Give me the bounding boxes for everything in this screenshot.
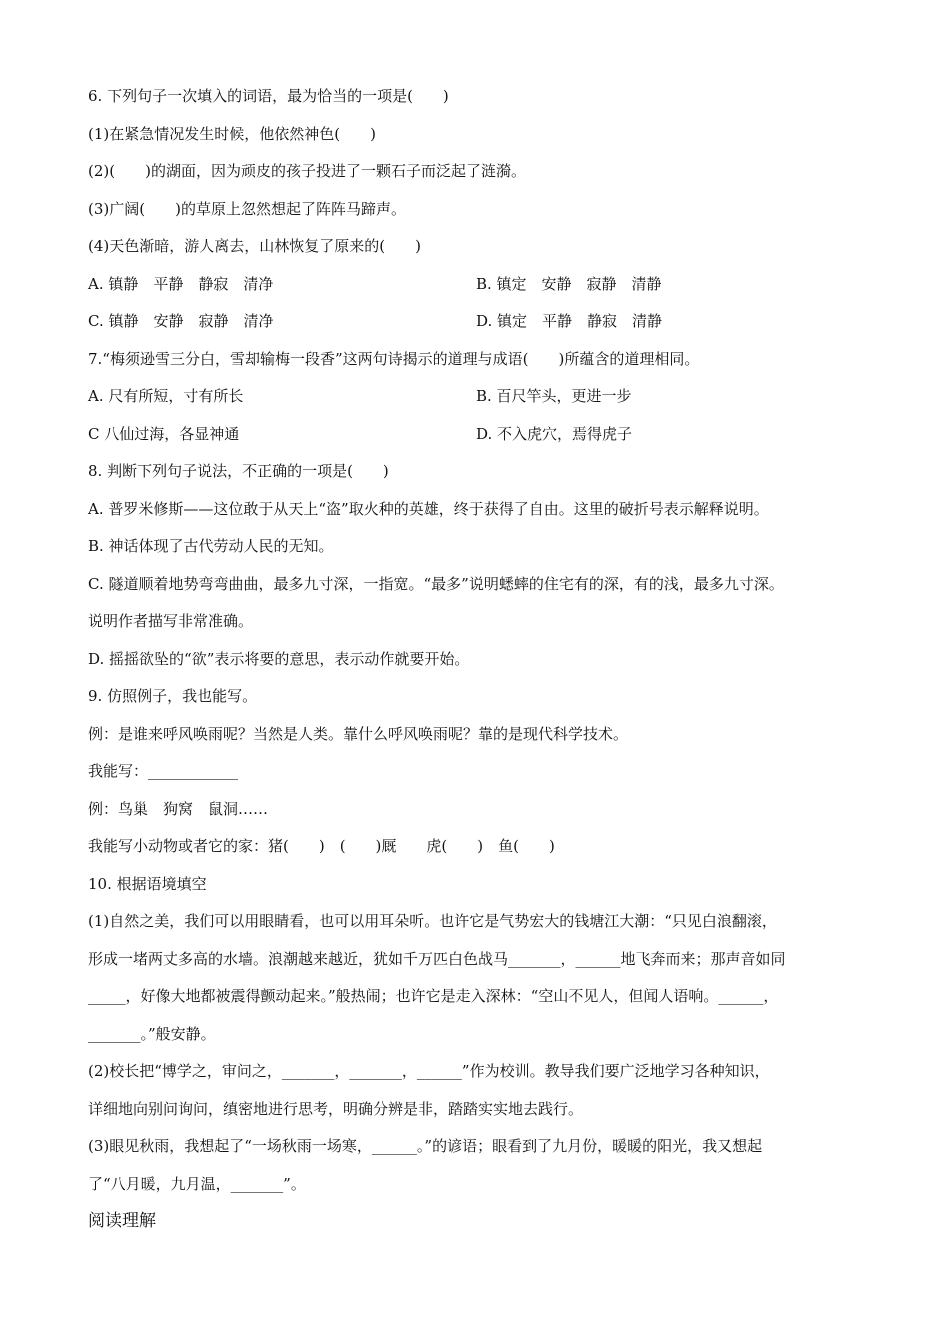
q7-option-b: B. 百尺竿头，更进一步 (476, 387, 632, 405)
q10-part1-line2: 形成一堵两丈多高的水墙。浪潮越来越近，犹如千万匹白色战马_______，______地飞奔而来；那声音如同 (88, 949, 786, 968)
q10-part1-line4: _______。”般安静。 (88, 1024, 216, 1043)
q8-option-c: C. 隧道顺着地势弯弯曲曲，最多九寸深，一指宽。“最多”说明蟋蟀的住宅有的深，有的浅，最多九寸深。 (88, 574, 784, 593)
q6-option-b: B. 镇定 安静 寂静 清静 (476, 274, 662, 293)
q10-part2-line1: (2)校长把“博学之，审问之，_______，_______，______”作为校训。教导我们要广泛地学习各种知识， (88, 1062, 770, 1080)
q6-option-d: D. 镇定 平静 静寂 清静 (476, 312, 663, 330)
q7-stem: 7.“梅须逊雪三分白，雪却输梅一段香”这两句诗揭示的道理与成语( )所蕴含的道理相同。 (88, 349, 700, 368)
q8-stem: 8. 判断下列句子说法，不正确的一项是( ) (88, 462, 389, 480)
q9-example-2: 例：鸟巢 狗窝 鼠洞…… (88, 799, 269, 818)
q6-sentence-2: (2)( )的湖面，因为顽皮的孩子投进了一颗石子而泛起了涟漪。 (88, 162, 526, 180)
q10-stem: 10. 根据语境填空 (88, 874, 207, 893)
q10-part1-line1: (1)自然之美，我们可以用眼睛看，也可以用耳朵听。也许它是气势宏大的钱塘江大潮：“只见白浪翻滚， (88, 912, 777, 930)
q9-example-1: 例：是谁来呼风唤雨呢？当然是人类。靠什么呼风唤雨呢？靠的是现代科学技术。 (88, 724, 629, 743)
q6-options-row-1 (88, 266, 878, 304)
q7-option-c: C 八仙过海，各显神通 (88, 424, 240, 443)
q8-option-a: A. 普罗米修斯——这位敢于从天上“盗”取火种的英雄，终于获得了自由。这里的破折号表示解释说明。 (88, 499, 769, 518)
q6-option-a: A. 镇静 平静 静寂 清净 (88, 274, 274, 293)
q7-options-row-1 (88, 378, 878, 416)
q6-option-c: C. 镇静 安静 寂静 清净 (88, 312, 274, 330)
q7-options-row-2 (88, 416, 878, 454)
q6-sentence-3: (3)广阔( )的草原上忽然想起了阵阵马蹄声。 (88, 199, 406, 218)
q7-option-d: D. 不入虎穴，焉得虎子 (476, 424, 633, 443)
q10-part1-line3: _____，好像大地都被震得颤动起来。”般热闹；也许它是走入深林：“空山不见人，但闻人语响。______， (88, 987, 779, 1005)
q8-option-d: D. 摇摇欲坠的“欲”表示将要的意思，表示动作就要开始。 (88, 649, 470, 668)
worksheet-page (88, 78, 878, 1241)
q10-part2-line2: 详细地向别问询问，缜密地进行思考，明确分辨是非，踏踏实实地去践行。 (88, 1099, 584, 1118)
q10-part3-line1: (3)眼见秋雨，我想起了“一场秋雨一场寒，______。”的谚语；眼看到了九月份，暖暖的阳光，我又想起 (88, 1137, 763, 1155)
q10-part3-line2: 了“八月暖，九月温，_______”。 (88, 1174, 306, 1193)
q6-sentence-1: (1)在紧急情况发生时候，他依然神色( ) (88, 124, 376, 143)
q8-option-b: B. 神话体现了古代劳动人民的无知。 (88, 537, 334, 555)
q9-answer-line-2: 我能写小动物或者它的家：猪( ) ( )厩 虎( ) 鱼( ) (88, 837, 555, 855)
q6-stem: 6. 下列句子一次填入的词语，最为恰当的一项是( ) (88, 87, 449, 105)
q9-stem: 9. 仿照例子，我也能写。 (88, 687, 258, 705)
q6-sentence-4: (4)天色渐暗，游人离去，山林恢复了原来的( ) (88, 237, 421, 255)
q9-answer-line-1: 我能写：____________ (88, 762, 239, 780)
q6-options-row-2 (88, 303, 878, 341)
section-heading: 阅读理解 (88, 1211, 156, 1231)
q8-option-c-continued: 说明作者描写非常准确。 (88, 612, 254, 630)
q7-option-a: A. 尺有所短，寸有所长 (88, 387, 244, 405)
